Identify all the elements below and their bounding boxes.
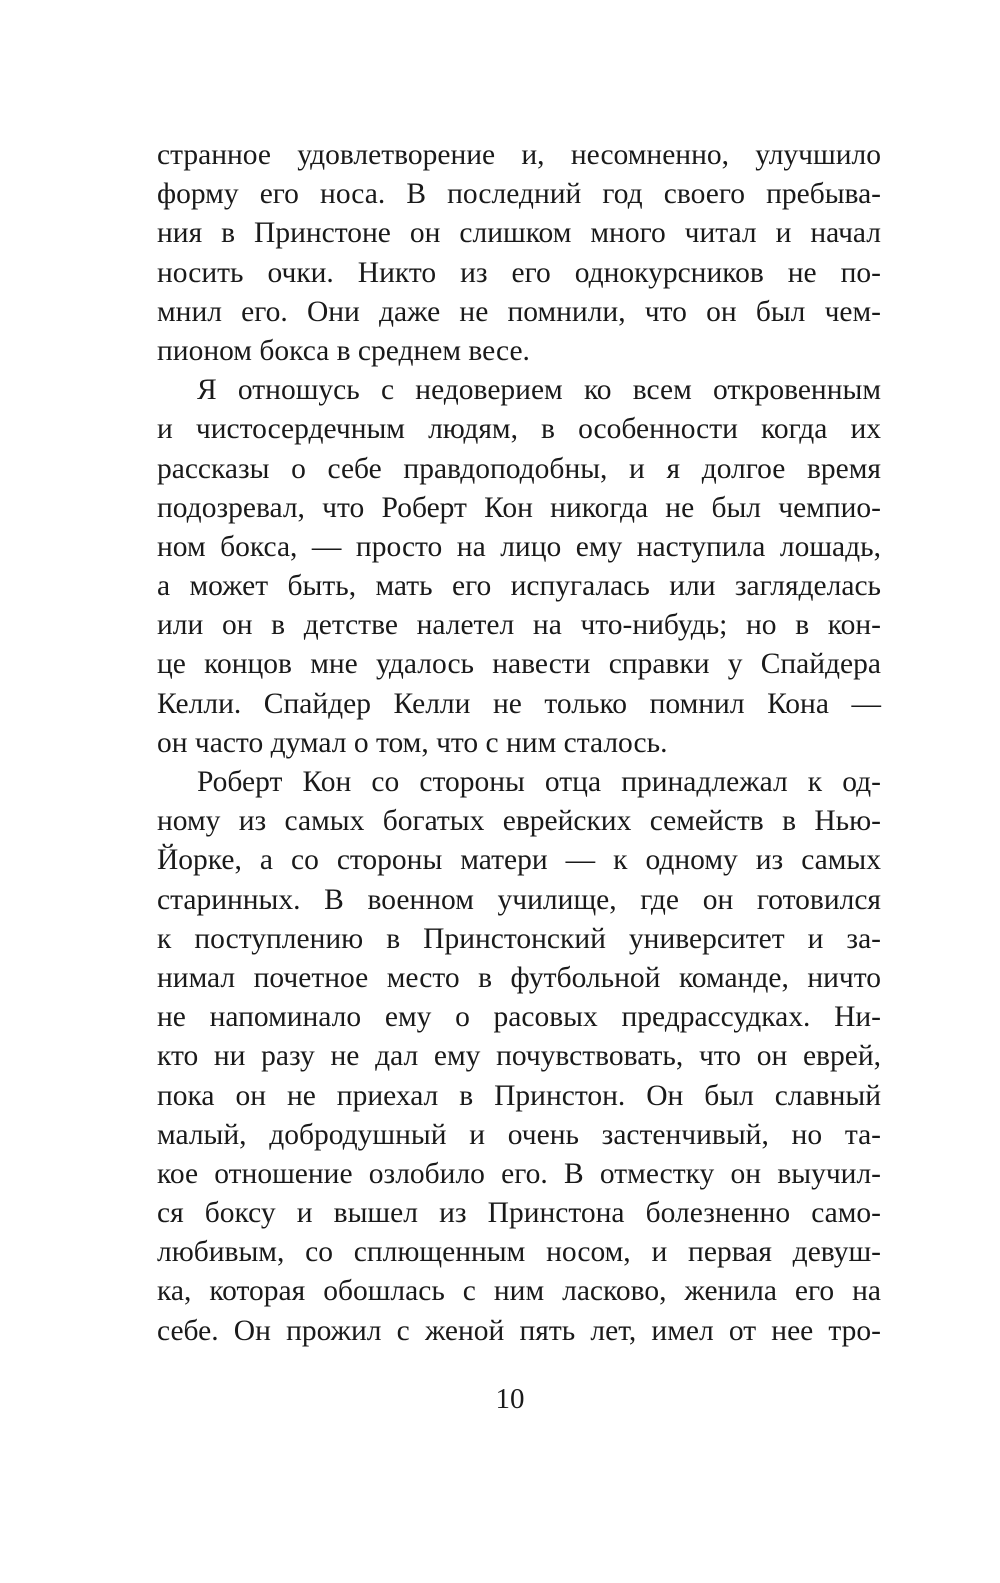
- text-line: це концов мне удалось навести справки у Спайдера: [157, 648, 881, 681]
- text-line: Я отношусь с недоверием ко всем откровенным: [197, 374, 881, 407]
- text-line: носить очки. Никто из его однокурсников не по-: [157, 256, 881, 289]
- text-line: рассказы о себе правдоподобны, и я долгое время: [157, 452, 881, 485]
- text-line: малый, добродушный и очень застенчивый, но та-: [157, 1118, 881, 1151]
- text-line: форму его носа. В последний год своего пребыва-: [157, 178, 881, 211]
- page-number: 10: [495, 1383, 525, 1415]
- text-line: ся боксу и вышел из Принстона болезненно само-: [157, 1197, 881, 1230]
- text-line: к поступлению в Принстонский университет и за-: [157, 922, 881, 955]
- text-line: себе. Он прожил с женой пять лет, имел от нее тро-: [157, 1314, 881, 1347]
- text-line: мнил его. Они даже не помнили, что он был чем-: [157, 295, 881, 328]
- text-line: нимал почетное место в футбольной команде, ничто: [157, 961, 881, 994]
- text-line: а может быть, мать его испугалась или загляделась: [157, 570, 881, 603]
- text-line: ном бокса, — просто на лицо ему наступила лошадь,: [157, 530, 881, 563]
- body-text: [157, 136, 881, 1351]
- text-line: пионом бокса в среднем весе.: [157, 334, 530, 367]
- text-line: подозревал, что Роберт Кон никогда не был чемпио-: [157, 491, 881, 524]
- text-line: Роберт Кон со стороны отца принадлежал к од-: [197, 766, 881, 798]
- text-line: Йорке, а со стороны матери — к одному из самых: [157, 844, 881, 877]
- text-line: не напоминало ему о расовых предрассудках. Ни-: [157, 1001, 881, 1034]
- text-line: старинных. В военном училище, где он готовился: [157, 883, 881, 916]
- text-line: или он в детстве налетел на что-нибудь; но в кон-: [157, 609, 881, 642]
- text-line: ка, которая обошлась с ним ласково, женила его на: [157, 1275, 881, 1308]
- text-line: он часто думал о том, что с ним сталось.: [157, 726, 668, 759]
- text-line: кое отношение озлобило его. В отместку он выучил-: [157, 1157, 881, 1190]
- text-line: и чистосердечным людям, в особенности когда их: [157, 413, 881, 446]
- text-line: любивым, со сплющенным носом, и первая девуш-: [157, 1236, 881, 1269]
- text-line: пока он не приехал в Принстон. Он был славный: [157, 1079, 881, 1112]
- text-line: кто ни разу не дал ему почувствовать, что он еврей,: [157, 1040, 881, 1073]
- text-line: странное удовлетворение и, несомненно, улучшило: [157, 139, 881, 171]
- text-line: Келли. Спайдер Келли не только помнил Кона —: [157, 687, 881, 720]
- text-line: ния в Принстоне он слишком много читал и начал: [157, 217, 881, 250]
- text-line: ному из самых богатых еврейских семейств в Нью-: [157, 805, 881, 838]
